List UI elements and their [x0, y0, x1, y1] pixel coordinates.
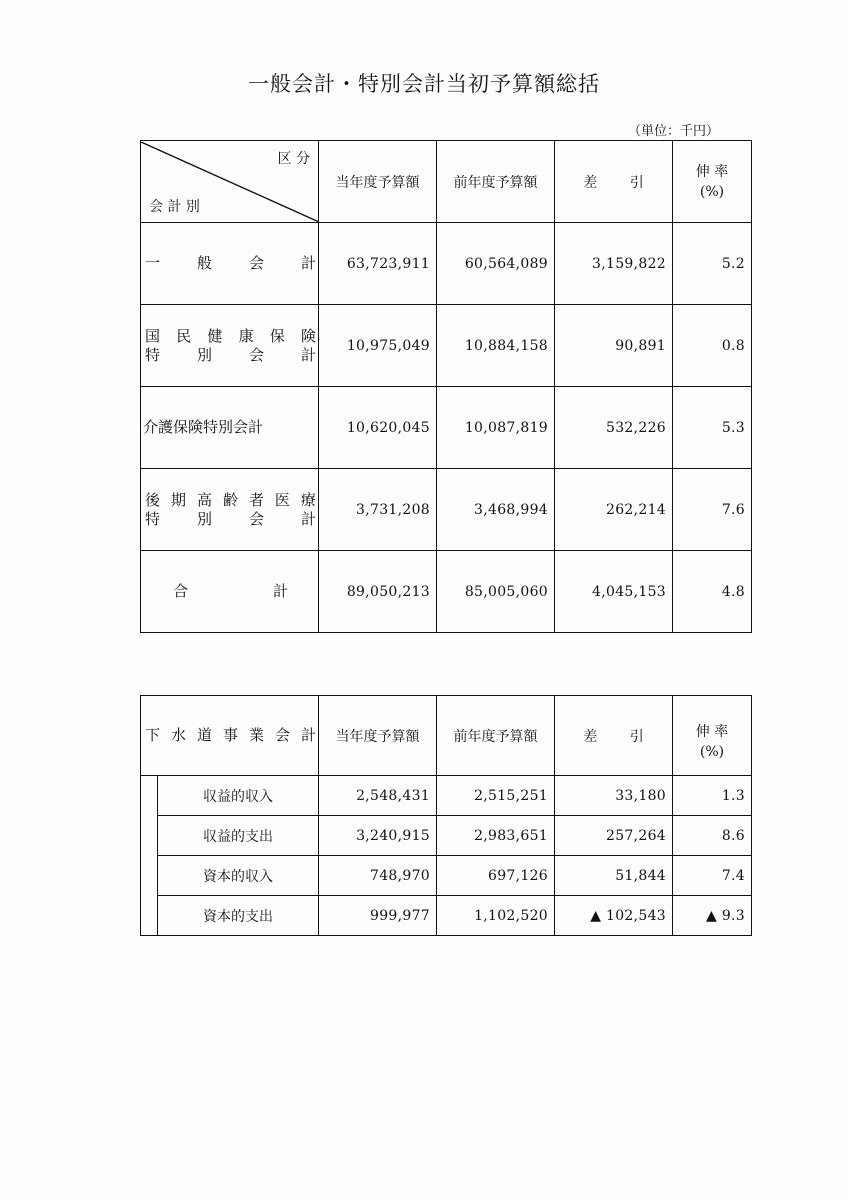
header-previous: 前年度予算額: [437, 696, 555, 776]
table-header-row: [141, 141, 752, 223]
label-char: 者: [248, 490, 264, 509]
label-char: 会: [248, 345, 264, 364]
label-char: 特: [145, 345, 161, 364]
diff-value: 3,159,822: [555, 223, 673, 305]
previous-value: 2,983,651: [437, 816, 555, 856]
previous-value: 60,564,089: [437, 223, 555, 305]
label-char: 別: [196, 509, 212, 528]
unit-note: （単位：千円）: [628, 124, 720, 139]
current-value: 3,731,208: [319, 469, 437, 551]
sewer-business-table: [140, 695, 752, 936]
label-char: 事: [223, 726, 239, 744]
page-title: 一般会計・特別会計当初予算額総括: [248, 72, 600, 96]
label-char: 一: [145, 254, 161, 272]
table-row: [141, 469, 752, 551]
label-char: 般: [196, 254, 212, 272]
previous-value: 3,468,994: [437, 469, 555, 551]
indent-cell: [141, 776, 158, 816]
corner-top-label: 区 分: [277, 150, 310, 167]
label-char: 齢: [222, 490, 238, 509]
label-char: 水: [171, 726, 187, 744]
label-char: 計: [300, 254, 316, 272]
previous-value: 10,087,819: [437, 387, 555, 469]
rate-value: 4.8: [673, 551, 752, 633]
header-diff-2: 引: [629, 174, 644, 191]
label-char: 道: [197, 726, 213, 744]
header-rate-2: (%): [699, 744, 725, 760]
header-diff-1: 差: [583, 174, 598, 191]
current-value: 2,548,431: [319, 776, 437, 816]
previous-value: 85,005,060: [437, 551, 555, 633]
row-label: [141, 223, 319, 305]
label-char: 下: [145, 726, 161, 744]
row-label: 収益的支出: [158, 816, 319, 856]
current-value: 10,620,045: [319, 387, 437, 469]
rate-value: ▲ 9.3: [673, 896, 752, 936]
current-value: 748,970: [319, 856, 437, 896]
indent-cell: [141, 816, 158, 856]
header-rate-1: 伸 率: [695, 724, 729, 740]
header-diff: [555, 696, 673, 776]
header-rate-1: 伸 率: [695, 163, 729, 180]
diff-value: 4,045,153: [555, 551, 673, 633]
current-value: 999,977: [319, 896, 437, 936]
corner-cell: [141, 141, 319, 223]
label-char: 会: [248, 509, 264, 528]
diff-value: 51,844: [555, 856, 673, 896]
table-row: [141, 896, 752, 936]
rate-value: 7.6: [673, 469, 752, 551]
label-char: 会: [275, 726, 291, 744]
header-rate-2: (%): [699, 183, 725, 200]
total-row: [141, 551, 752, 633]
table-row: [141, 305, 752, 387]
current-value: 63,723,911: [319, 223, 437, 305]
rate-value: 1.3: [673, 776, 752, 816]
label-char: 合: [173, 582, 189, 600]
label-char: 後: [145, 490, 161, 509]
indent-cell: [141, 896, 158, 936]
rate-value: 5.3: [673, 387, 752, 469]
label-char: 国: [145, 326, 161, 345]
diff-value: 90,891: [555, 305, 673, 387]
row-label: [141, 469, 319, 551]
table-row: [141, 776, 752, 816]
header-rate: [673, 141, 752, 223]
budget-summary-table: [140, 140, 752, 633]
header-diff-2: 引: [629, 729, 644, 745]
label-char: 別: [196, 345, 212, 364]
label-char: 医: [274, 490, 290, 509]
diff-value: 257,264: [555, 816, 673, 856]
header-previous: 前年度予算額: [437, 141, 555, 223]
sewer-label: [141, 696, 319, 776]
header-diff: [555, 141, 673, 223]
corner-bottom-label: 会 計 別: [149, 198, 200, 215]
table-row: [141, 223, 752, 305]
previous-value: 697,126: [437, 856, 555, 896]
label-char: 高: [196, 490, 212, 509]
rate-value: 8.6: [673, 816, 752, 856]
label-char: 期: [170, 490, 186, 509]
current-value: 3,240,915: [319, 816, 437, 856]
label-char: 計: [300, 509, 316, 528]
diff-value: ▲ 102,543: [555, 896, 673, 936]
total-label: [141, 551, 319, 633]
label-char: 計: [301, 726, 317, 744]
current-value: 10,975,049: [319, 305, 437, 387]
label-char: 会: [248, 254, 264, 272]
table-header-row: [141, 696, 752, 776]
label-char: 療: [300, 490, 316, 509]
rate-value: 0.8: [673, 305, 752, 387]
header-current: 当年度予算額: [319, 696, 437, 776]
label-char: 保: [269, 326, 285, 345]
row-label: 資本的支出: [158, 896, 319, 936]
rate-value: 7.4: [673, 856, 752, 896]
label-char: 康: [238, 326, 254, 345]
label-char: 計: [300, 345, 316, 364]
table-row: [141, 816, 752, 856]
row-label: 収益的収入: [158, 776, 319, 816]
rate-value: 5.2: [673, 223, 752, 305]
label-char: 民: [176, 326, 192, 345]
header-rate: [673, 696, 752, 776]
previous-value: 10,884,158: [437, 305, 555, 387]
label-char: 計: [272, 582, 288, 600]
label-char: 健: [207, 326, 223, 345]
table-row: [141, 856, 752, 896]
previous-value: 2,515,251: [437, 776, 555, 816]
previous-value: 1,102,520: [437, 896, 555, 936]
diff-value: 262,214: [555, 469, 673, 551]
current-value: 89,050,213: [319, 551, 437, 633]
label-char: 業: [249, 726, 265, 744]
label-char: 特: [145, 509, 161, 528]
row-label: 介護保険特別会計: [141, 387, 319, 469]
diff-value: 33,180: [555, 776, 673, 816]
row-label: 資本的収入: [158, 856, 319, 896]
indent-cell: [141, 856, 158, 896]
diff-value: 532,226: [555, 387, 673, 469]
header-diff-1: 差: [583, 729, 598, 745]
row-label: [141, 305, 319, 387]
label-char: 険: [300, 326, 316, 345]
table-row: [141, 387, 752, 469]
header-current: 当年度予算額: [319, 141, 437, 223]
